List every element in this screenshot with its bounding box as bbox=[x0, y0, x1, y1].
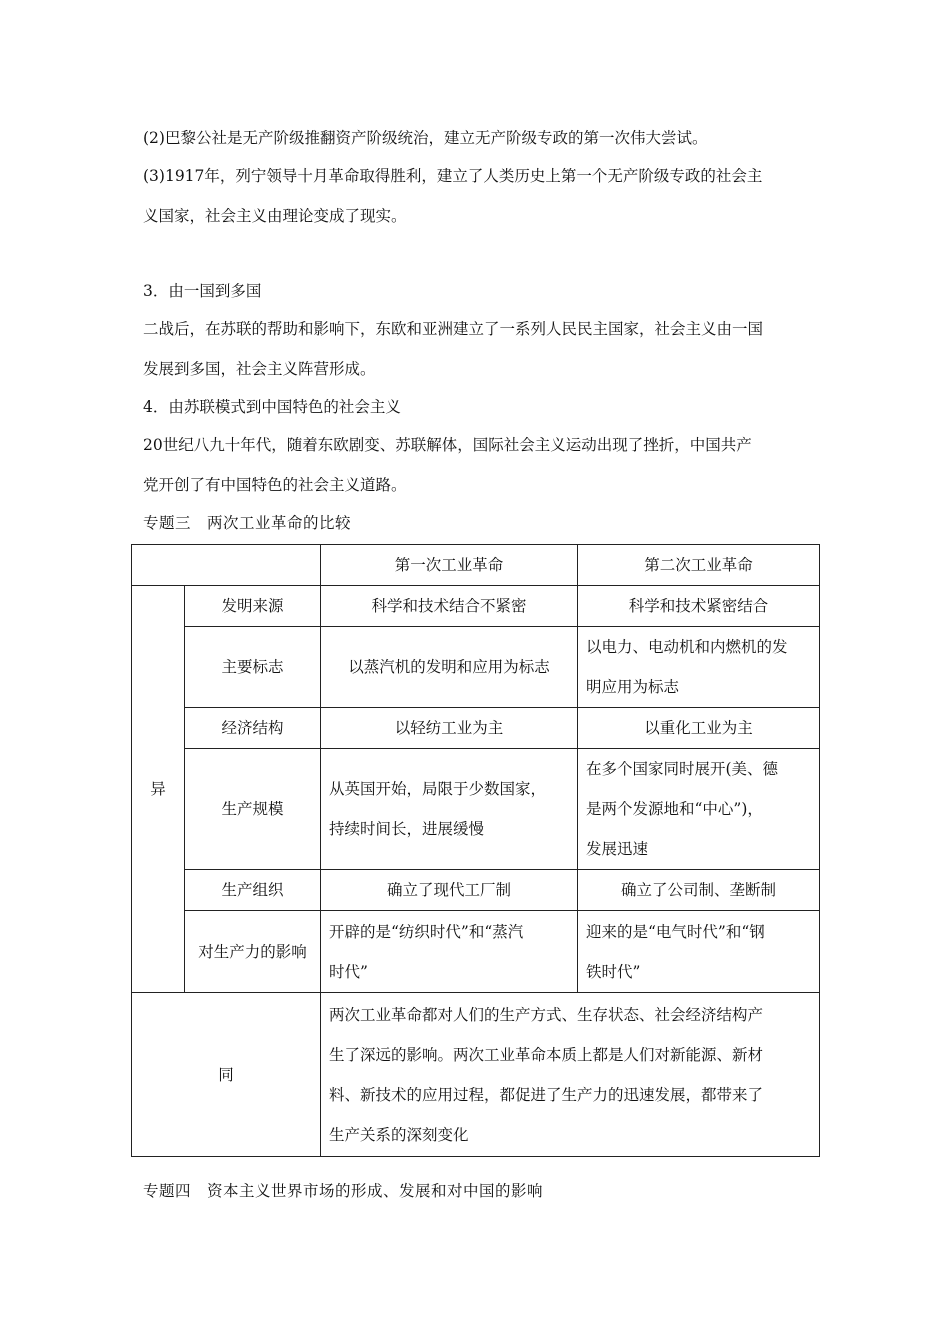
second-cell bbox=[578, 627, 820, 708]
cell-line: 料、新技术的应用过程，都促进了生产力的迅速发展，都带来了 bbox=[329, 1085, 764, 1104]
first-cell: 科学和技术结合不紧密 bbox=[321, 586, 578, 627]
similarities-row bbox=[132, 993, 820, 1157]
aspect-label: 发明来源 bbox=[185, 586, 321, 627]
second-cell: 科学和技术紧密结合 bbox=[578, 586, 820, 627]
first-cell bbox=[321, 749, 578, 870]
table-row bbox=[132, 749, 820, 870]
first-cell: 以蒸汽机的发明和应用为标志 bbox=[321, 627, 578, 708]
cell-line: 持续时间长，进展缓慢 bbox=[329, 820, 485, 838]
cell-line: 在多个国家同时展开(美、德 bbox=[586, 760, 779, 778]
paragraph-paris-commune: (2)巴黎公社是无产阶级推翻资产阶级统治，建立无产阶级专政的第一次伟大尝试。 bbox=[143, 129, 708, 147]
paragraph-october-revolution-line2: 义国家，社会主义由理论变成了现实。 bbox=[143, 207, 407, 225]
second-cell: 确立了公司制、垄断制 bbox=[578, 870, 820, 911]
aspect-label: 生产规模 bbox=[185, 749, 321, 870]
cell-line: 开辟的是“纺织时代”和“蒸汽 bbox=[329, 922, 524, 941]
paragraph-october-revolution-line1: (3)1917年，列宁领导十月革命取得胜利，建立了人类历史上第一个无产阶级专政的社会主 bbox=[143, 167, 763, 185]
section-three-title: 专题三 两次工业革命的比较 bbox=[143, 514, 352, 532]
similarities-label: 同 bbox=[132, 993, 321, 1157]
aspect-label: 对生产力的影响 bbox=[185, 911, 321, 993]
cell-line: 生了深远的影响。两次工业革命本质上都是人们对新能源、新材 bbox=[329, 1045, 764, 1064]
table-header-row bbox=[132, 545, 820, 586]
aspect-label: 主要标志 bbox=[185, 627, 321, 708]
differences-label: 异 bbox=[132, 586, 185, 993]
header-first-revolution: 第一次工业革命 bbox=[321, 545, 578, 586]
table-row bbox=[132, 627, 820, 708]
comparison-table bbox=[131, 544, 820, 1157]
paragraph-china-line1: 20世纪八九十年代，随着东欧剧变、苏联解体，国际社会主义运动出现了挫折，中国共产 bbox=[143, 436, 752, 454]
second-cell bbox=[578, 911, 820, 993]
heading-soviet-to-china: 4．由苏联模式到中国特色的社会主义 bbox=[143, 398, 401, 416]
first-cell bbox=[321, 911, 578, 993]
cell-line: 以电力、电动机和内燃机的发 bbox=[586, 638, 788, 656]
cell-line: 发展迅速 bbox=[586, 840, 649, 858]
paragraph-postwar-line2: 发展到多国，社会主义阵营形成。 bbox=[143, 360, 376, 378]
table-row bbox=[132, 911, 820, 993]
cell-line: 是两个发源地和“中心”)， bbox=[586, 800, 763, 818]
header-second-revolution: 第二次工业革命 bbox=[578, 545, 820, 586]
paragraph-postwar-line1: 二战后，在苏联的帮助和影响下，东欧和亚洲建立了一系列人民民主国家，社会主义由一国 bbox=[143, 320, 764, 338]
cell-line: 从英国开始，局限于少数国家， bbox=[329, 780, 547, 798]
first-cell: 以轻纺工业为主 bbox=[321, 708, 578, 749]
cell-line: 铁时代” bbox=[586, 962, 641, 981]
paragraph-china-line2: 党开创了有中国特色的社会主义道路。 bbox=[143, 476, 407, 494]
cell-line: 明应用为标志 bbox=[586, 678, 680, 696]
aspect-label: 经济结构 bbox=[185, 708, 321, 749]
second-cell: 以重化工业为主 bbox=[578, 708, 820, 749]
first-cell: 确立了现代工厂制 bbox=[321, 870, 578, 911]
cell-line: 迎来的是“电气时代”和“钢 bbox=[586, 922, 765, 941]
cell-line: 时代” bbox=[329, 962, 368, 981]
table-row bbox=[132, 586, 820, 627]
aspect-label: 生产组织 bbox=[185, 870, 321, 911]
section-four-title: 专题四 资本主义世界市场的形成、发展和对中国的影响 bbox=[143, 1182, 544, 1200]
cell-line: 生产关系的深刻变化 bbox=[329, 1125, 469, 1144]
second-cell bbox=[578, 749, 820, 870]
heading-one-to-many: 3．由一国到多国 bbox=[143, 282, 262, 300]
table-corner-cell bbox=[132, 545, 321, 586]
cell-line: 两次工业革命都对人们的生产方式、生存状态、社会经济结构产 bbox=[329, 1005, 764, 1024]
similarities-cell bbox=[321, 993, 820, 1157]
table-row bbox=[132, 870, 820, 911]
table-row bbox=[132, 708, 820, 749]
